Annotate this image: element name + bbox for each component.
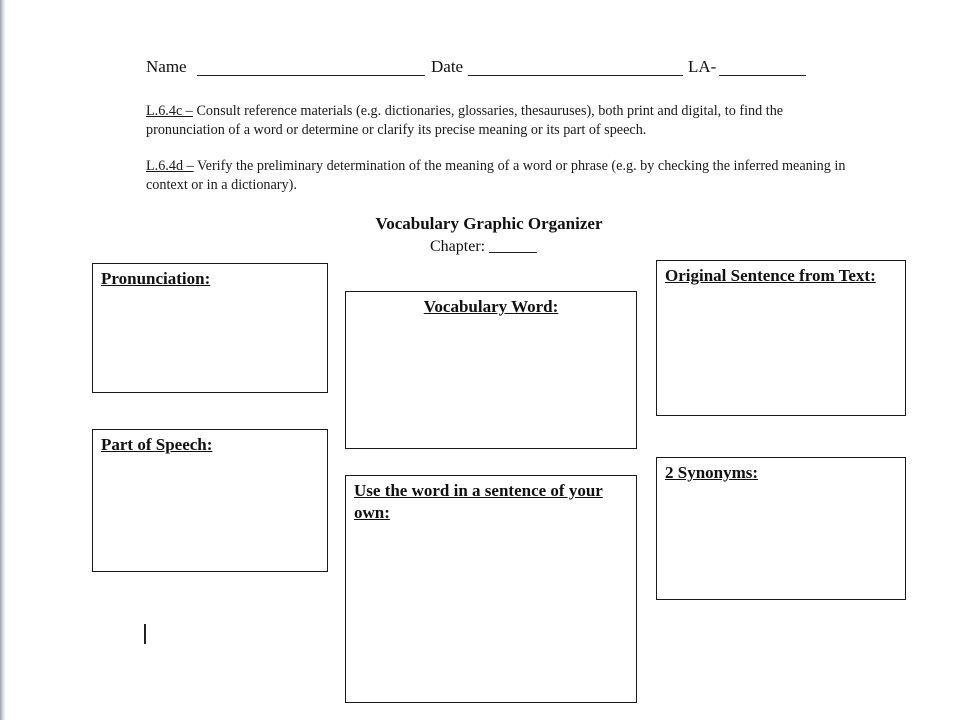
pronunciation-box[interactable] xyxy=(92,263,328,393)
vocabulary-word-box[interactable] xyxy=(345,291,637,449)
part-of-speech-label: Part of Speech: xyxy=(101,435,213,454)
standard-text: Verify the preliminary determination of the meaning of a word or phrase (e.g. by checking the inferred meaning in context or in a dictionary). xyxy=(146,158,846,193)
organizer-title: Vocabulary Graphic Organizer xyxy=(375,214,603,233)
chapter-blank[interactable] xyxy=(489,252,537,253)
use-in-sentence-label: Use the word in a sentence of your own: xyxy=(354,481,603,522)
la-blank[interactable] xyxy=(719,75,806,76)
chapter-line xyxy=(430,238,537,256)
text-cursor xyxy=(144,624,146,644)
date-label: Date xyxy=(431,57,464,76)
original-sentence-box[interactable] xyxy=(656,260,906,416)
name-blank[interactable] xyxy=(197,75,425,76)
original-sentence-label: Original Sentence from Text: xyxy=(665,266,876,285)
standard-code: L.6.4c – xyxy=(146,103,193,119)
name-label: Name xyxy=(146,57,187,76)
pronunciation-label: Pronunciation: xyxy=(101,269,211,288)
standard-l64d xyxy=(146,157,846,195)
document-page xyxy=(6,0,960,720)
date-blank[interactable] xyxy=(468,75,683,76)
vocabulary-word-label: Vocabulary Word: xyxy=(423,297,559,316)
standard-text: Consult reference materials (e.g. dictionaries, glossaries, thesauruses), both print and digital, to find the pronunciation of a word or determine or clarify its precise meaning or its part of speech. xyxy=(146,103,784,138)
la-label: LA- xyxy=(688,57,717,76)
chapter-label: Chapter: xyxy=(430,238,486,255)
synonyms-box[interactable] xyxy=(656,457,906,600)
use-in-sentence-box[interactable] xyxy=(345,475,637,703)
standard-code: L.6.4d – xyxy=(146,158,194,174)
synonyms-label: 2 Synonyms: xyxy=(665,463,759,482)
header-fields xyxy=(146,57,846,81)
part-of-speech-box[interactable] xyxy=(92,429,328,572)
standard-l64c xyxy=(146,102,846,140)
